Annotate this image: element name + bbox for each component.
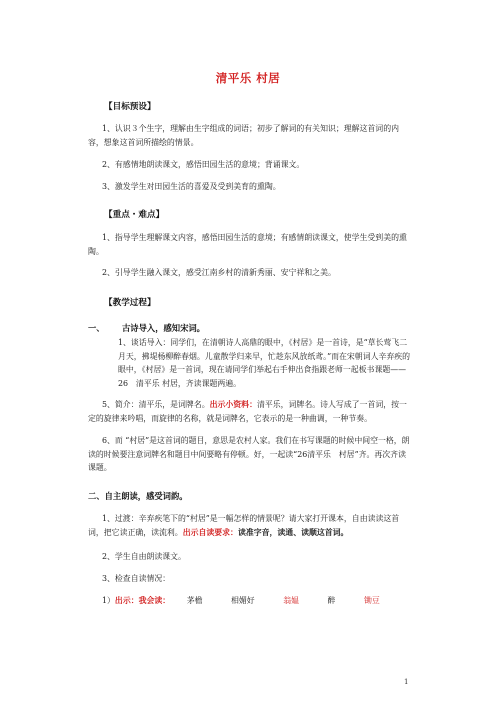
part-2-paragraph-3: 3、检查自读情况： [102,574,171,583]
part-1-paragraph-6: 6、而 “村居”是这首词的题目，意思是农村人家。我们在书写课题的时候中间空一格，朗读的时候要注意词牌名和题目中间要略有停顿。好，一起读“26清平乐 村居”齐。再次齐读课题。 [88,436,410,472]
vocab-word: 翁媪 [283,596,299,605]
key-2: 2、引导学生融入课文，感受江南乡村的清新秀丽、安宁祥和之美。 [102,268,336,277]
resource-label: 出示小资料： [209,400,257,409]
key-heading: 【重点・难点】 [104,210,165,220]
resource-text: 清平乐，词牌名。诗人写成了一首词，按一定的旋律来吟唱，而旋律的名称，就是词牌名，它表示的是一种曲调，一种节奏。 [88,400,407,423]
part-1-heading [88,322,205,334]
part-1-title: 古诗导入，感知宋词。 [122,323,205,333]
intro-text: 5、简介：清平乐，是词牌名。 [102,400,210,409]
key-1: 1、指导学生理解课文内容，感悟田园生活的意境；有感情朗读课文，使学生受到美的熏陶。 [88,233,407,256]
vocab-word: 醉 [327,596,336,605]
goal-1: 1、认识３个生字，理解由生字组成的词语；初步了解词的有关知识；理解这首词的内容，想象这首词所描绘的情景。 [88,124,399,147]
part-1-number: 一、 [88,323,105,333]
reading-requirement-label: 出示自读要求： [182,527,238,537]
reading-requirement-text: 读准字音，读通、读顺这首词。 [237,527,349,537]
transition-text: 1、过渡：辛弃疾笔下的“村居”是一幅怎样的情景呢？请大家打开课本，自由读读这首词，把它读正确，读流利。 [88,514,400,537]
goals-heading: 【目标预设】 [104,102,156,112]
item-prefix: 1） [102,596,115,605]
goal-3: 3、激发学生对田园生活的喜爱及受到美育的熏陶。 [102,182,281,191]
vocab-word: 锄豆 [363,596,380,605]
part-2-heading: 二、自主朗读，感受词韵。 [88,491,188,501]
goal-2: 2、有感情地朗读课文，感悟田园生活的意境；背诵课文。 [102,160,305,169]
part-2-paragraph-2: 2、学生自由朗读课文。 [102,552,186,561]
part-1-paragraph-5 [88,398,412,425]
read-label: 出示：我会读： [114,596,171,605]
part-2-paragraph-1 [88,512,412,539]
page-title: 清平乐 村居 [215,71,281,85]
page-number: 1 [404,678,409,686]
process-heading: 【教学过程】 [104,298,156,308]
part-2-paragraph-4 [88,594,412,608]
vocab-word: 相媚好 [231,596,255,605]
part-1-paragraph-1: 1、谈话导入：同学们，在清朝诗人高鼎的眼中，《村居》是一首诗，是“草长莺飞二月天，拂堤杨柳醉春烟。儿童散学归来早，忙趁东风放纸鸢。”而在宋朝词人辛弃疾的眼中，《村居》是一首词，现在请同学们举起右手伸出食指跟老师一起板书课题——26 清平乐 村居，齐读课题两遍。 [118,338,411,388]
vocab-word: 茅檐 [186,596,203,605]
vocab-word-list [173,596,392,605]
